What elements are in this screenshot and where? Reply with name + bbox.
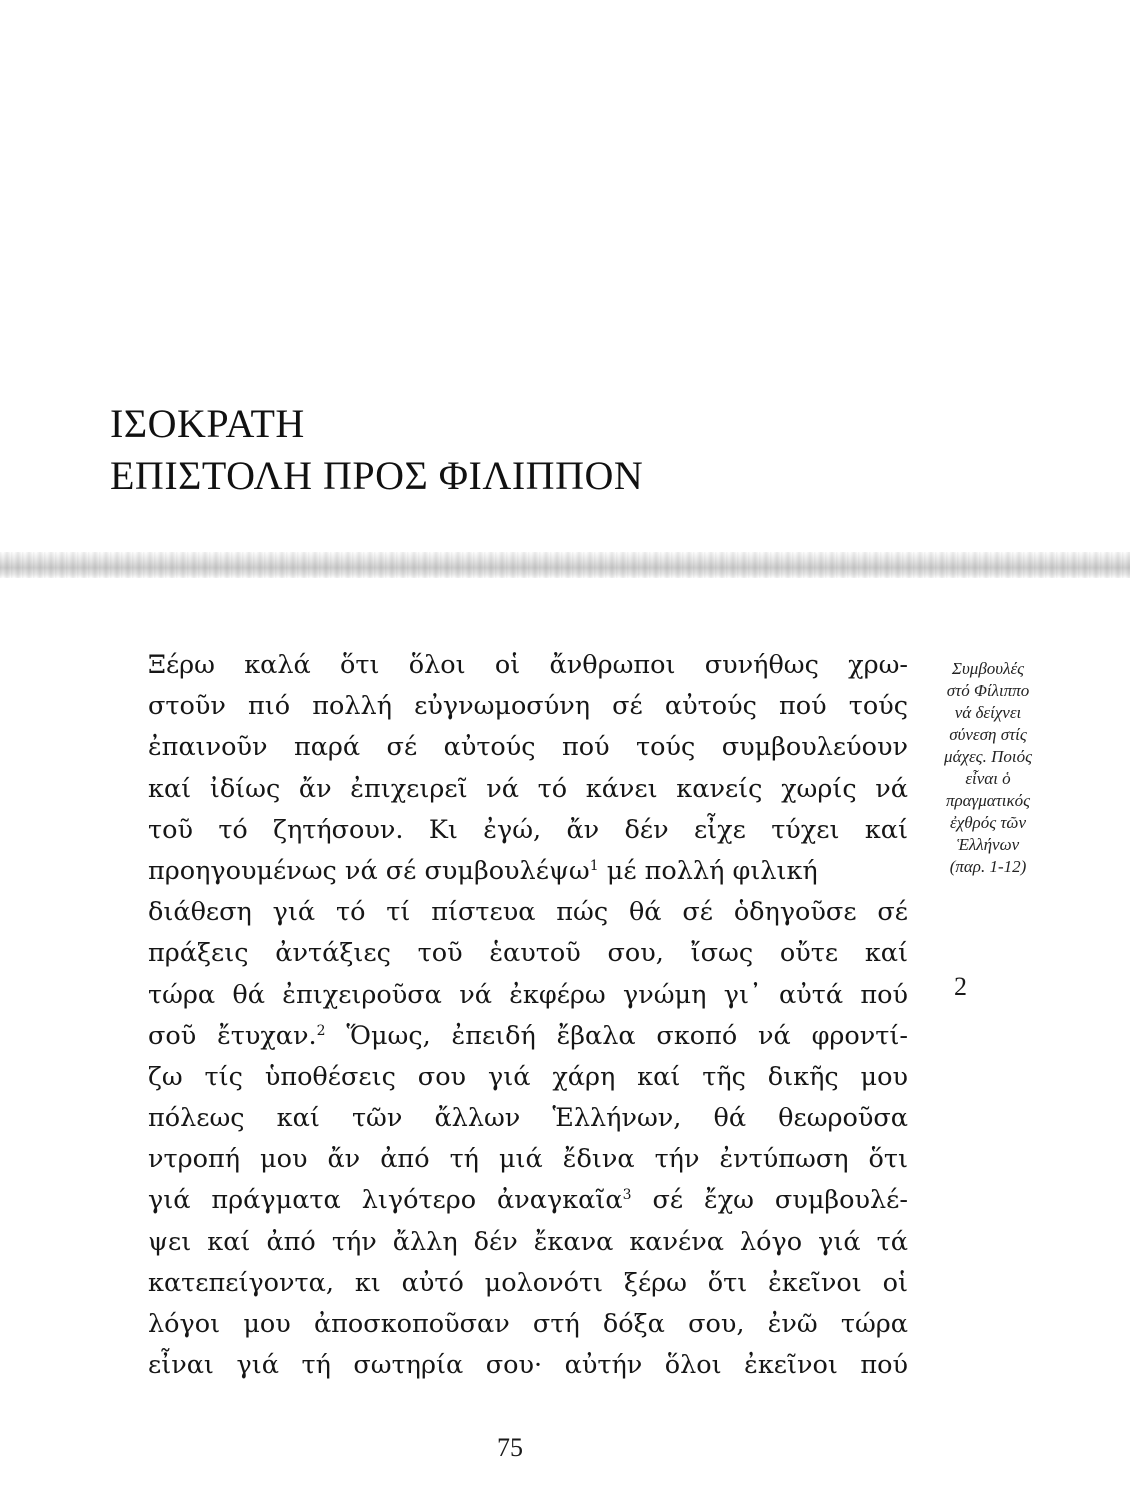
margin-summary-note (928, 658, 1048, 878)
body-line-11: ζω τίς ὑποθέσεις σου γιά χάρη καί τῆς δικῆς μου (148, 1061, 908, 1092)
margin-note-line: ἐχθρός τῶν (950, 813, 1026, 832)
body-line-14: γιά πράγματα λιγότερο ἀναγκαῖα$^3$ σέ ἔχω συμβουλέ- (148, 1185, 908, 1216)
scan-shadow-band (0, 552, 1130, 578)
margin-note-line: νά δείχνει (954, 703, 1022, 722)
title-work: ΕΠΙΣΤΟΛΗ ΠΡΟΣ ΦΙΛΙΠΠΟΝ (110, 453, 644, 498)
paragraph-number: 2 (954, 972, 967, 1001)
margin-note-line: Συμβουλές (951, 659, 1025, 678)
body-line-8: πράξεις ἀντάξιες τοῦ ἑαυτοῦ σου, ἴσως οὔτε καί (148, 938, 908, 969)
chapter-title (110, 398, 643, 502)
footnote-mark-3[interactable]: 3 (622, 1187, 632, 1204)
body-line-1: Ξέρω καλά ὅτι ὅλοι οἱ ἄνθρωποι συνήθως χρω- (148, 650, 908, 680)
body-line-13: ντροπή μου ἄν ἀπό τή μιά ἔδινα τήν ἐντύπωση ὅτι (148, 1144, 908, 1175)
body-line-2: στοῦν πιό πολλή εὐγνωμοσύνη σέ αὐτούς πού τούς (148, 691, 908, 722)
body-line-17: λόγοι μου ἀποσκοποῦσαν στή δόξα σου, ἐνῶ τώρα (148, 1309, 908, 1339)
body-line-6: προηγουμένως νά σέ συμβουλέψω$^1$ μέ πολλή φιλική (148, 855, 818, 886)
body-line-10: σοῦ ἔτυχαν.$^2$ Ὅμως, ἐπειδή ἔβαλα σκοπό νά φροντί- (148, 1020, 908, 1051)
body-text (148, 645, 908, 1386)
margin-note-line: μάχες. Ποιός (944, 747, 1032, 766)
margin-note-line: εἶναι ὁ (965, 769, 1011, 788)
margin-note-line: (παρ. 1-12) (949, 857, 1027, 876)
body-line-18: εἶναι γιά τή σωτηρία σου· αὐτήν ὅλοι ἐκεῖνοι πού (148, 1350, 908, 1381)
margin-note-line: σύνεση στίς (949, 725, 1027, 744)
margin-note-line: Ἑλλήνων (956, 835, 1020, 854)
body-line-12: πόλεως καί τῶν ἄλλων Ἑλλήνων, θά θεωροῦσα (148, 1103, 908, 1134)
body-line-5: τοῦ τό ζητήσουν. Κι ἐγώ, ἄν δέν εἶχε τύχει καί (148, 814, 908, 845)
footnote-mark-1[interactable]: 1 (589, 857, 599, 874)
body-line-15: ψει καί ἀπό τήν ἄλλη δέν ἔκανα κανένα λόγο γιά τά (148, 1226, 908, 1257)
footnote-mark-2[interactable]: 2 (316, 1022, 326, 1039)
margin-note-line: στό Φίλιππο (946, 681, 1030, 700)
title-author: ΙΣΟΚΡΑΤΗ (110, 401, 305, 446)
margin-note-line: πραγματικός (945, 791, 1031, 810)
body-line-4: καί ἰδίως ἄν ἐπιχειρεῖ νά τό κάνει κανείς χωρίς νά (148, 773, 908, 804)
body-line-9: τώρα θά ἐπιχειροῦσα νά ἐκφέρω γνώμη γι᾽ αὐτά πού (148, 979, 908, 1010)
body-line-7: διάθεση γιά τό τί πίστευα πώς θά σέ ὁδηγοῦσε σέ (148, 897, 908, 928)
body-line-3: ἐπαινοῦν παρά σέ αὐτούς πού τούς συμβουλεύουν (148, 732, 908, 763)
page-number: 75 (497, 1433, 523, 1462)
body-line-16: κατεπείγοντα, κι αὐτό μολονότι ξέρω ὅτι ἐκεῖνοι οἱ (148, 1267, 908, 1298)
